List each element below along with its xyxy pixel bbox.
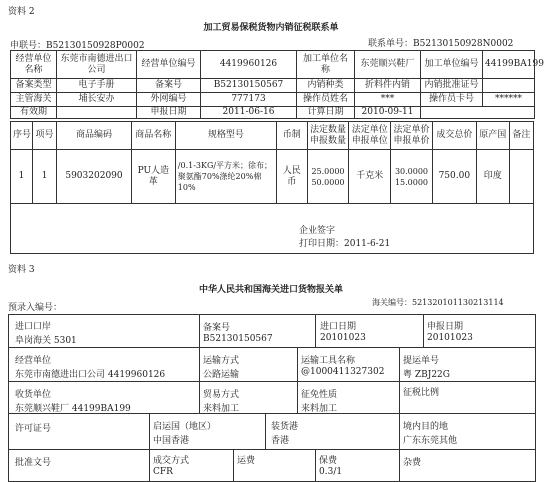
bill-value: 粤 ZBJ22G (403, 370, 450, 380)
operator-value: 东莞市南德进出口公司 4419960126 (15, 370, 166, 380)
cell: 30.0000 15.0000 (391, 150, 433, 204)
cell: 千克米 (349, 150, 391, 204)
info-table (10, 50, 544, 119)
origin-value: 中国香港 (153, 436, 190, 446)
cell: 操作员姓名 (297, 93, 355, 107)
insurance-value: 0.3/1 (319, 467, 343, 477)
load-port-value: 香港 (271, 436, 290, 446)
record-value: B52130150567 (203, 334, 273, 344)
cell: ****** (483, 93, 535, 107)
tax-ratio-label: 征税比例 (403, 388, 440, 398)
cell (421, 107, 535, 119)
cell: 电子手册 (57, 79, 137, 93)
vehicle-label: 运输工具名称 (301, 356, 356, 366)
col-divider (399, 347, 400, 381)
goods-header-row (11, 122, 534, 150)
cell: 人民币 (276, 150, 307, 204)
cell: 东莞市南德进出口公司 (57, 51, 137, 79)
column-header: 项号 (32, 122, 56, 150)
cell: 2010-09-11 (355, 107, 421, 119)
bill-label: 提运单号 (403, 356, 440, 366)
cell: 经营单位编号 (137, 51, 201, 79)
info-row-operator (11, 51, 535, 79)
cell: 1 (11, 150, 33, 204)
column-header: 法定数量申报数量 (307, 122, 349, 150)
contact-number-value: B52130150928N0002 (413, 39, 514, 49)
customs-number-value: 521320101130213114 (412, 298, 504, 307)
declare-date-label: 申报日期 (427, 322, 464, 332)
cell: *** (355, 93, 421, 107)
section2-title: 加工贸易保税货物内销征税联系单 (203, 23, 339, 33)
col-divider (199, 381, 200, 413)
cell: 5903202090 (57, 150, 132, 204)
section3-label: 资料 3 (8, 265, 35, 275)
goods-row (11, 150, 534, 204)
cell: B52130150567 (201, 79, 297, 93)
col-divider (423, 315, 424, 347)
row-divider (9, 381, 535, 382)
receiver-label: 收货单位 (15, 390, 52, 400)
row-divider (9, 347, 535, 348)
cell: 主管海关 (11, 93, 57, 107)
cell: 25.0000 50.0000 (307, 150, 349, 204)
license-label: 许可证号 (15, 424, 52, 434)
print-date: 打印日期：2011-6-21 (299, 239, 391, 249)
col-divider (149, 449, 150, 481)
section2-label: 资料 2 (8, 7, 35, 17)
destination-value: 广东东莞其他 (403, 436, 458, 446)
cell: 有效期 (11, 107, 57, 119)
col-divider (233, 449, 234, 481)
info-row-customs (11, 93, 535, 107)
misc-label: 杂费 (403, 458, 422, 468)
col-divider (149, 413, 150, 449)
lian-number-value: B52130150928P0002 (46, 41, 145, 51)
column-header: 规格型号 (175, 122, 276, 150)
cell: 内销批准证号 (421, 79, 483, 93)
goods-footer-row (11, 204, 534, 254)
transport-label: 运输方式 (203, 356, 240, 366)
deal-label: 成交方式 (153, 456, 190, 466)
cell: 4419960126 (201, 51, 297, 79)
load-port-label: 装货港 (271, 422, 299, 432)
cell (483, 79, 535, 93)
destination-label: 境内目的地 (403, 422, 449, 432)
import-port-value: 阜岗海关 5301 (15, 336, 77, 346)
import-date-value: 20101023 (320, 333, 366, 343)
cell: 44199BA199 (483, 51, 535, 79)
cell: 印度 (476, 150, 509, 204)
cell: 操作员卡号 (421, 93, 483, 107)
origin-label: 启运国（地区） (153, 422, 217, 432)
operator-label: 经营单位 (15, 356, 52, 366)
customs-number (372, 297, 504, 308)
column-header: 原产国 (476, 122, 509, 150)
column-header: 法定单位申报单位 (349, 122, 391, 150)
col-divider (399, 449, 400, 481)
col-divider (297, 347, 298, 381)
signature-area (11, 204, 534, 254)
info-row-record (11, 79, 535, 93)
declare-date-value: 20101023 (427, 333, 473, 343)
row-divider (9, 449, 535, 450)
deal-value: CFR (153, 467, 173, 477)
preentry-label: 预录入编号： (8, 303, 63, 313)
tax-nature-label: 征免性质 (301, 390, 338, 400)
receiver-value: 东莞顺兴鞋厂 44199BA199 (15, 404, 131, 414)
cell: 1 (32, 150, 56, 204)
record-label: 备案号 (203, 323, 231, 333)
cell: 外网编号 (137, 93, 201, 107)
cell: 东莞顺兴鞋厂 (355, 51, 421, 79)
column-header: 商品名称 (131, 122, 175, 150)
column-header: 币制 (276, 122, 307, 150)
vehicle-value: @1000411327302 (301, 367, 385, 377)
col-divider (199, 315, 200, 347)
cell: 经营单位名称 (11, 51, 57, 79)
cell: 内销种类 (297, 79, 355, 93)
contact-number-label: 联系单号： (368, 39, 414, 49)
cell: 折料件内销 (355, 79, 421, 93)
approval-label: 批准文号 (15, 458, 52, 468)
col-divider (315, 449, 316, 481)
section3-title: 中华人民共和国海关进口货物报关单 (198, 285, 343, 295)
cell: 计算日期 (297, 107, 355, 119)
freight-label: 运费 (237, 456, 256, 466)
cell (509, 150, 533, 204)
cell: 加工单位编号 (421, 51, 483, 79)
column-header: 成交总价 (432, 122, 476, 150)
column-header: 序号 (11, 122, 33, 150)
goods-table (10, 121, 534, 254)
declaration-form (8, 314, 536, 482)
trade-label: 贸易方式 (203, 390, 240, 400)
cell: 备案类型 (11, 79, 57, 93)
trade-value: 来料加工 (203, 404, 240, 414)
cell: /0.1-3KG/平方米；徐布；聚氨酯70%涤纶20%棉10% (175, 150, 276, 204)
cell: 备案号 (137, 79, 201, 93)
col-divider (199, 347, 200, 381)
cell: 加工单位名称 (297, 51, 355, 79)
column-header: 法定单价申报单价 (391, 122, 433, 150)
import-port-label: 进口口岸 (15, 322, 52, 332)
insurance-label: 保费 (319, 456, 338, 466)
col-divider (315, 315, 316, 347)
cell: PU人造革 (131, 150, 175, 204)
import-date-label: 进口日期 (320, 322, 357, 332)
info-row-valid (11, 107, 535, 119)
cell: 2011-06-16 (201, 107, 297, 119)
seal-label: 企业签字 (299, 226, 336, 236)
column-header: 备注 (509, 122, 533, 150)
col-divider (399, 413, 400, 449)
lian-number-label: 申联号： (10, 41, 47, 51)
tax-nature-value: 来料加工 (301, 404, 338, 414)
cell: 埔长安办 (57, 93, 137, 107)
contact-number (368, 36, 513, 49)
transport-value: 公路运输 (203, 370, 240, 380)
col-divider (265, 413, 266, 449)
cell: 750.00 (432, 150, 476, 204)
cell (57, 107, 137, 119)
column-header: 商品编码 (57, 122, 132, 150)
cell: 777173 (201, 93, 297, 107)
customs-number-label: 海关编号： (372, 298, 412, 307)
col-divider (297, 381, 298, 413)
cell: 申报日期 (137, 107, 201, 119)
col-divider (399, 381, 400, 413)
